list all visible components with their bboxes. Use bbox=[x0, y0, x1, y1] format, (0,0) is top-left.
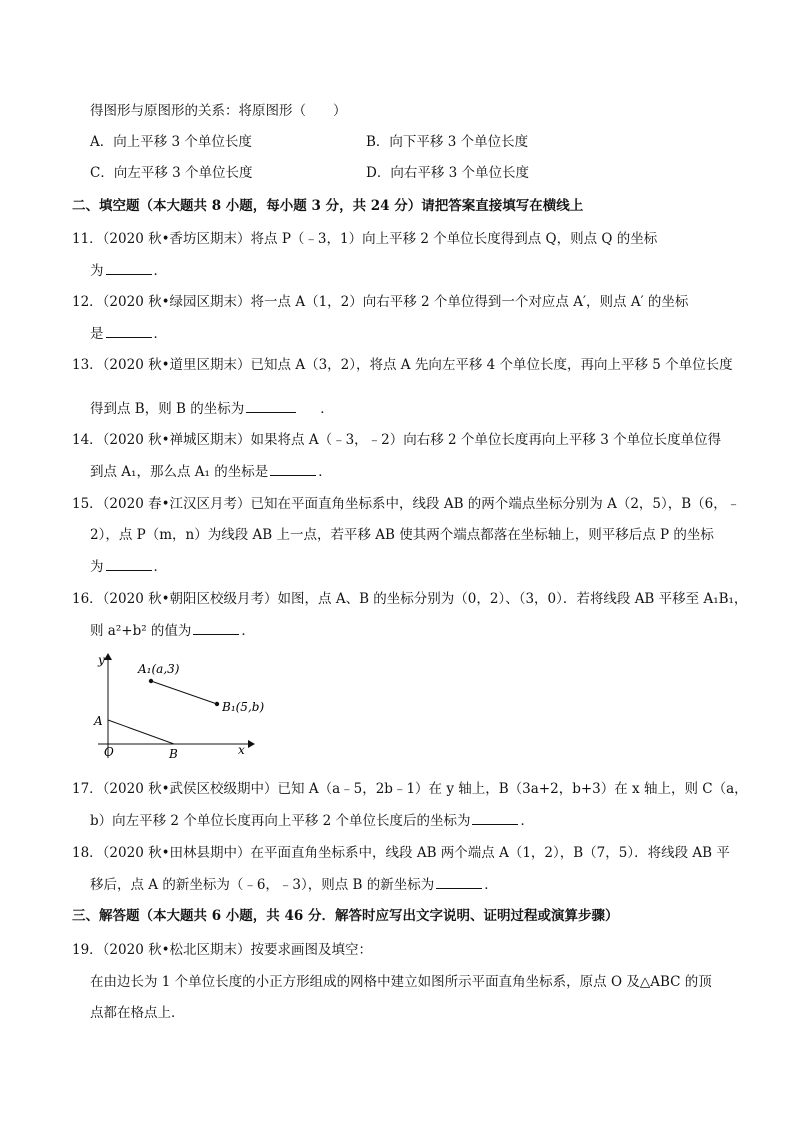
q12-line2: 是 ． bbox=[90, 323, 167, 344]
q10-option-a: A．向上平移 3 个单位长度 bbox=[90, 134, 252, 150]
origin-label: O bbox=[104, 745, 114, 759]
q13-line2: 得到点 B，则 B 的坐标为 ． bbox=[90, 398, 334, 419]
answer-blank[interactable] bbox=[472, 810, 518, 825]
answer-blank[interactable] bbox=[106, 556, 152, 571]
answer-blank[interactable] bbox=[270, 461, 316, 476]
q17-line2: b）向左平移 2 个单位长度再向上平移 2 个单位长度后的坐标为 ． bbox=[90, 810, 534, 831]
q18-line1: 18．（2020 秋•田林县期中）在平面直角坐标系中，线段 AB 两个端点 A（1，2），B（7，5）．将线段 AB 平 bbox=[72, 845, 730, 861]
q14-line1: 14．（2020 秋•禅城区期末）如果将点 A（﹣3，﹣2）向右移 2 个单位长度再向上平移 3 个单位长度单位得 bbox=[72, 432, 722, 448]
q15-line2: 2），点 P（m，n）为线段 AB 上一点，若平移 AB 使其两个端点都落在坐标轴上，则平移后点 P 的坐标 bbox=[90, 527, 714, 543]
q11-line1: 11．（2020 秋•香坊区期末）将点 P（﹣3，1）向上平移 2 个单位长度得到点 Q，则点 Q 的坐标 bbox=[72, 231, 658, 247]
q14-line2: 到点 A₁，那么点 A₁ 的坐标是 ． bbox=[90, 461, 332, 482]
x-label: x bbox=[238, 743, 245, 757]
q19-line3: 点都在格点上． bbox=[90, 1005, 185, 1021]
q11-line2: 为 ． bbox=[90, 260, 167, 281]
q19-line2: 在由边长为 1 个单位长度的小正方形组成的网格中建立如图所示平面直角坐标系，原点 O 及△ABC 的顶 bbox=[90, 974, 712, 990]
q17-line1: 17．（2020 秋•武侯区校级期中）已知 A（a﹣5，2b﹣1）在 y 轴上，B（3a+2，b+3）在 x 轴上，则 C（a， bbox=[72, 781, 748, 797]
q15-line3: 为 ． bbox=[90, 556, 167, 577]
q10-option-c: C．向左平移 3 个单位长度 bbox=[90, 165, 253, 181]
q18-line2: 移后，点 A 的新坐标为（﹣6，﹣3），则点 B 的新坐标为 ． bbox=[90, 874, 498, 895]
answer-blank[interactable] bbox=[193, 620, 239, 635]
y-axis-arrow bbox=[104, 653, 112, 660]
point-a1-label: A₁(a,3) bbox=[138, 662, 180, 676]
q10-option-d: D．向右平移 3 个单位长度 bbox=[366, 165, 529, 181]
point-a-label: A bbox=[94, 714, 103, 728]
y-label: y bbox=[98, 653, 105, 667]
q10-continuation: 得图形与原图形的关系：将原图形（ ） bbox=[90, 103, 347, 119]
answer-blank[interactable] bbox=[436, 874, 482, 889]
point-b1-label: B₁(5,b) bbox=[222, 700, 265, 714]
q10-option-b: B．向下平移 3 个单位长度 bbox=[366, 134, 529, 150]
point-a1 bbox=[149, 679, 153, 683]
answer-blank[interactable] bbox=[106, 323, 152, 338]
q16-line2: 则 a²+b² 的值为 ． bbox=[90, 620, 255, 641]
point-b1 bbox=[215, 702, 219, 706]
q16-line1: 16．（2020 秋•朝阳区校级月考）如图，点 A、B 的坐标分别为（0，2）、（3，0）．若将线段 AB 平移至 A₁B₁， bbox=[72, 591, 748, 607]
point-b-label: B bbox=[169, 747, 178, 760]
x-axis-arrow bbox=[248, 740, 255, 748]
q19-line1: 19．（2020 秋•松北区期末）按要求画图及填空： bbox=[72, 942, 373, 958]
q13-line1: 13．（2020 秋•道里区期末）已知点 A（3，2），将点 A 先向左平移 4 个单位长度，再向上平移 5 个单位长度 bbox=[72, 357, 733, 373]
answer-blank[interactable] bbox=[106, 260, 152, 275]
q15-line1: 15．（2020 春•江汉区月考）已知在平面直角坐标系中，线段 AB 的两个端点坐标分别为 A（2，5），B（6，﹣ bbox=[72, 496, 741, 512]
q16-figure bbox=[88, 648, 278, 760]
segment-ab bbox=[108, 720, 174, 744]
section-3-heading: 三、解答题（本大题共 6 小题，共 46 分．解答时应写出文字说明、证明过程或演算步骤） bbox=[72, 908, 619, 924]
q12-line1: 12．（2020 秋•绿园区期末）将一点 A（1，2）向右平移 2 个单位得到一个对应点 A′，则点 A′ 的坐标 bbox=[72, 294, 689, 310]
segment-a1b1 bbox=[151, 681, 217, 704]
section-2-heading: 二、填空题（本大题共 8 小题，每小题 3 分，共 24 分）请把答案直接填写在横线上 bbox=[72, 198, 584, 214]
answer-blank[interactable] bbox=[246, 398, 296, 413]
